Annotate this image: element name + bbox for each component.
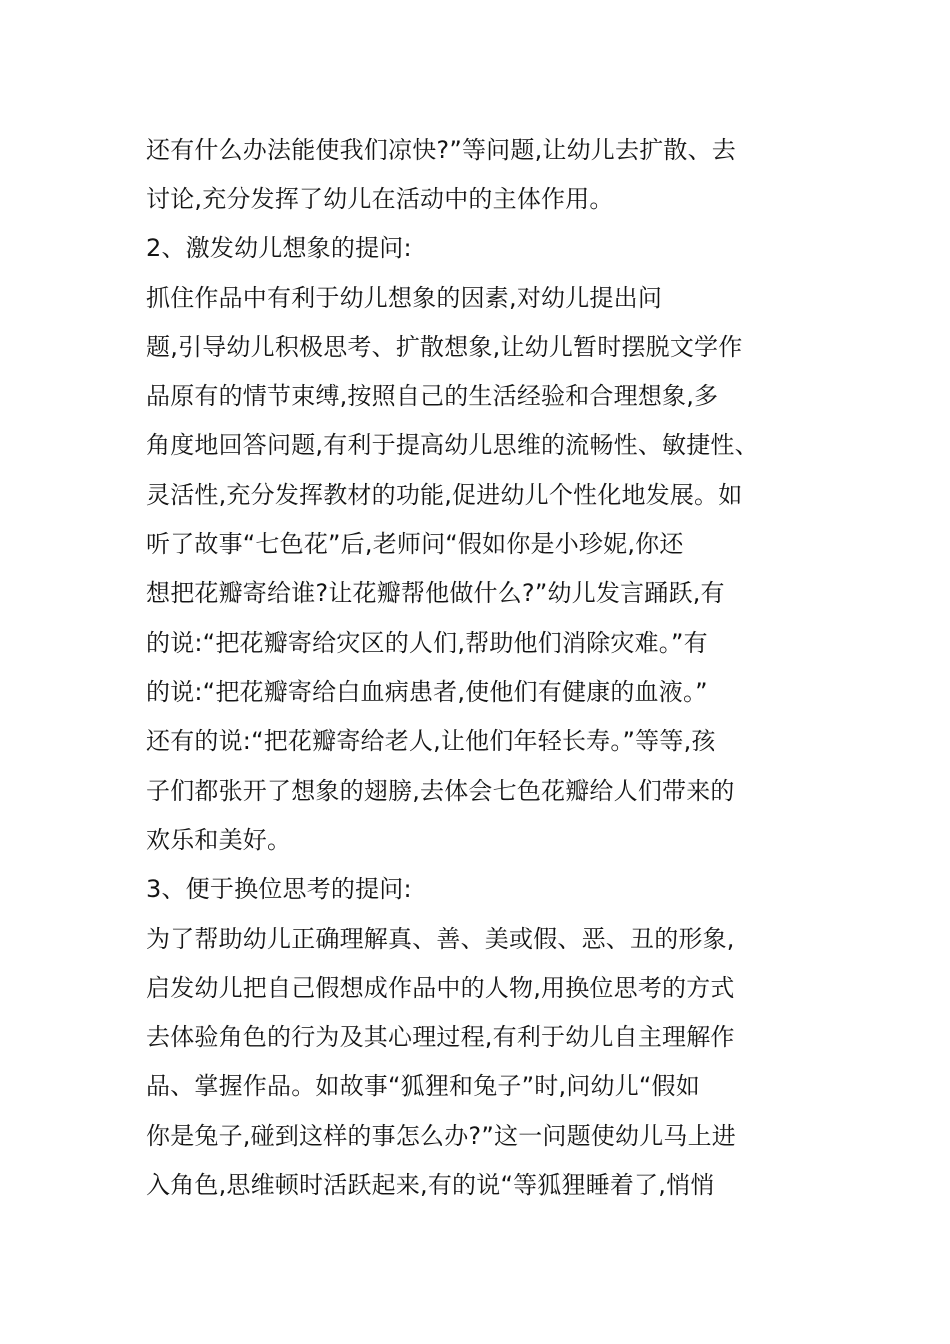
text-line: 题,引导幼儿积极思考、扩散想象,让幼儿暂时摆脱文学作 <box>146 333 743 361</box>
text-line: 欢乐和美好。 <box>146 826 292 854</box>
text-line: 去体验角色的行为及其心理过程,有利于幼儿自主理解作 <box>146 1023 735 1051</box>
text-line: 品、掌握作品。如故事“狐狸和兔子”时,问幼儿“假如 <box>146 1072 700 1100</box>
text-line: 抓住作品中有利于幼儿想象的因素,对幼儿提出问 <box>146 284 663 312</box>
section-heading: 2、激发幼儿想象的提问: <box>146 234 412 262</box>
text-line: 还有的说:“把花瓣寄给老人,让他们年轻长寿。”等等,孩 <box>146 727 716 755</box>
text-line: 的说:“把花瓣寄给白血病患者,使他们有健康的血液。” <box>146 678 708 706</box>
text-line: 还有什么办法能使我们凉快?”等问题,让幼儿去扩散、去 <box>146 136 736 164</box>
section-heading: 3、便于换位思考的提问: <box>146 875 412 903</box>
text-line: 想把花瓣寄给谁?让花瓣帮他做什么?”幼儿发言踊跃,有 <box>146 579 725 607</box>
text-line: 的说:“把花瓣寄给灾区的人们,帮助他们消除灾难。”有 <box>146 629 708 657</box>
text-line: 角度地回答问题,有利于提高幼儿思维的流畅性、敏捷性、 <box>146 431 759 459</box>
text-line: 听了故事“七色花”后,老师问“假如你是小珍妮,你还 <box>146 530 684 558</box>
text-line: 启发幼儿把自己假想成作品中的人物,用换位思考的方式 <box>146 974 735 1002</box>
text-line: 为了帮助幼儿正确理解真、善、美或假、恶、丑的形象, <box>146 925 735 953</box>
text-line: 入角色,思维顿时活跃起来,有的说“等狐狸睡着了,悄悄 <box>146 1171 715 1199</box>
text-line: 你是兔子,碰到这样的事怎么办?”这一问题使幼儿马上进 <box>146 1122 736 1150</box>
text-line: 子们都张开了想象的翅膀,去体会七色花瓣给人们带来的 <box>146 777 735 805</box>
text-line: 讨论,充分发挥了幼儿在活动中的主体作用。 <box>146 185 614 213</box>
text-line: 品原有的情节束缚,按照自己的生活经验和合理想象,多 <box>146 382 719 410</box>
text-line: 灵活性,充分发挥教材的功能,促进幼儿个性化地发展。如 <box>146 481 743 509</box>
